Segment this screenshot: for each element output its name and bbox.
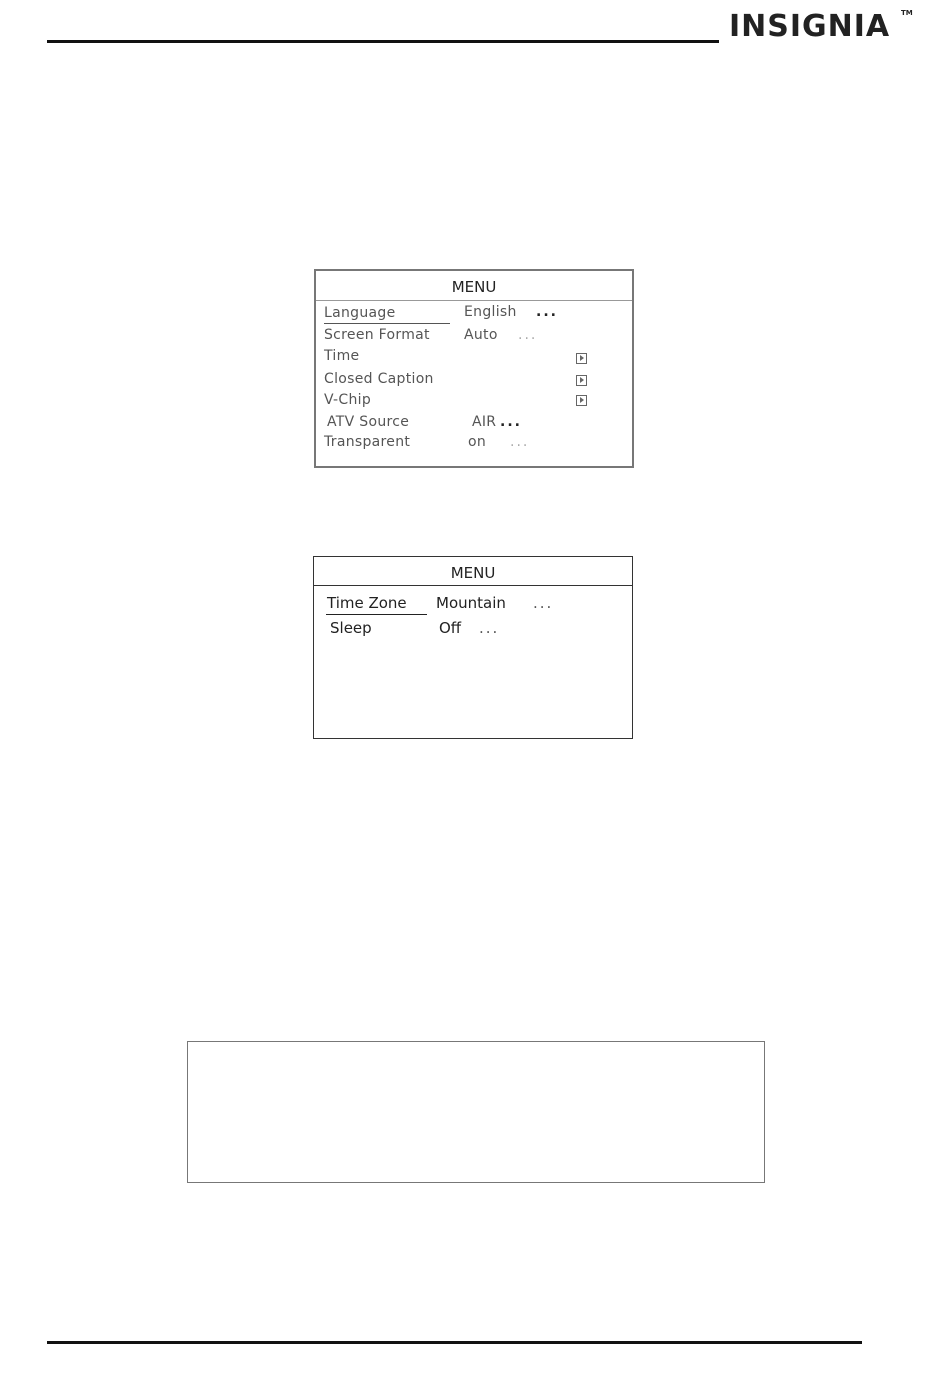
menu-item-transparent[interactable]: Transparent — [324, 434, 411, 450]
menu-value-transparent: on — [468, 434, 487, 450]
ellipsis-indicator: ... — [479, 619, 500, 637]
ellipsis-indicator: ... — [518, 327, 538, 343]
menu-item-closed-caption[interactable]: Closed Caption — [324, 371, 434, 387]
menu-value-language: English — [464, 304, 517, 320]
menu-value-sleep: Off — [439, 619, 462, 637]
menu-value-atv-source: AIR — [472, 414, 497, 430]
menu-item-language[interactable]: Language — [324, 305, 396, 321]
menu-item-time[interactable]: Time — [324, 348, 360, 364]
menu-item-v-chip[interactable]: V-Chip — [324, 392, 372, 408]
right-arrow-box-icon — [576, 395, 587, 406]
ellipsis-indicator: ... — [510, 434, 530, 450]
note-box — [187, 1041, 765, 1183]
right-arrow-box-icon — [576, 353, 587, 364]
menu-title: MENU — [316, 271, 632, 301]
footer-rule — [47, 1341, 862, 1344]
menu-item-screen-format[interactable]: Screen Format — [324, 327, 430, 343]
time-menu-screen — [313, 556, 633, 739]
menu-value-time-zone: Mountain — [436, 594, 506, 612]
right-arrow-box-icon — [576, 375, 587, 386]
ellipsis-indicator: ... — [533, 594, 554, 612]
menu-item-time-zone[interactable]: Time Zone — [327, 594, 407, 612]
menu-title: MENU — [314, 557, 632, 586]
menu-item-atv-source[interactable]: ATV Source — [327, 414, 410, 430]
insignia-logo — [729, 5, 913, 51]
main-menu-screen — [314, 269, 634, 468]
ellipsis-indicator: ... — [500, 414, 522, 430]
ellipsis-indicator: ... — [536, 304, 558, 320]
selection-underline — [324, 323, 450, 324]
menu-item-sleep[interactable]: Sleep — [330, 619, 372, 637]
brand-wordmark: INSIGNIA — [729, 9, 891, 44]
menu-value-screen-format: Auto — [464, 327, 498, 343]
header-rule — [47, 40, 719, 43]
trademark-mark: TM — [901, 9, 913, 17]
selection-underline — [326, 614, 427, 615]
